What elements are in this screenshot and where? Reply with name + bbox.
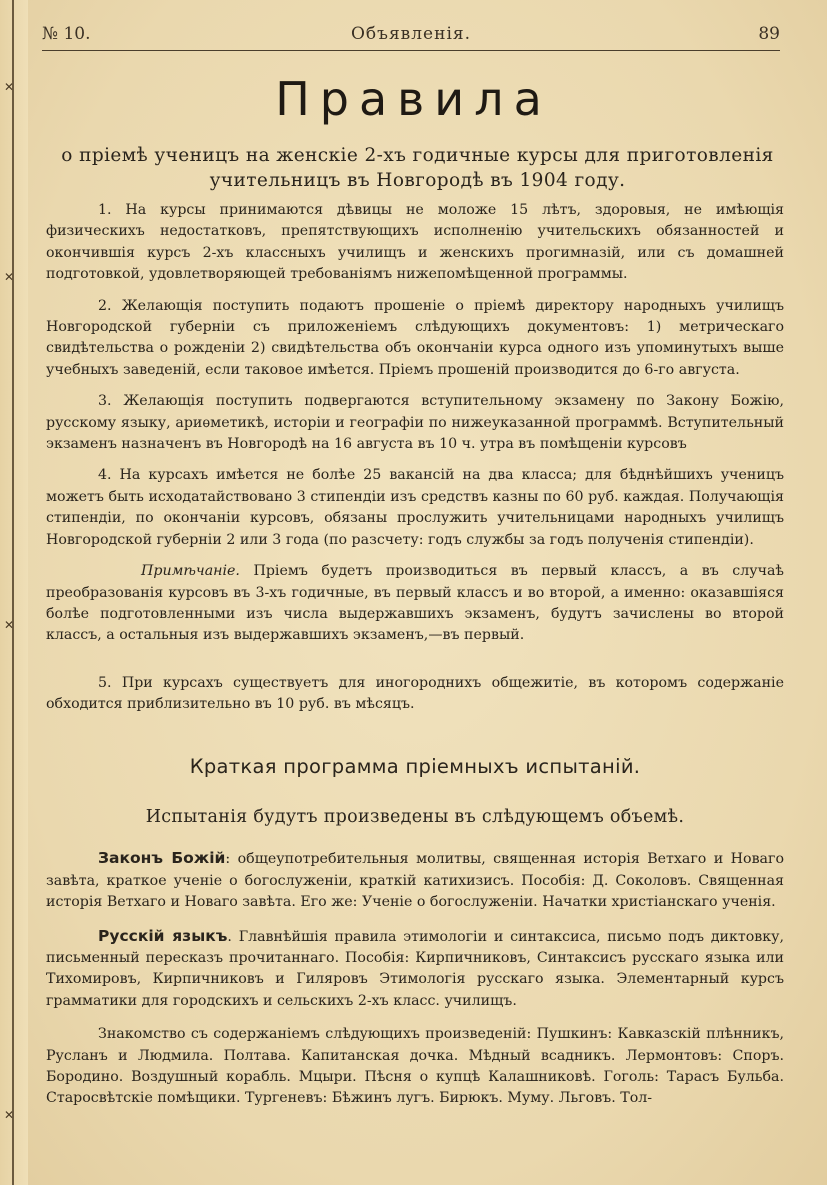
binding-thread	[12, 0, 14, 1185]
thread-knot-icon: ✕	[4, 1108, 15, 1122]
note-label: Примѣчаніе.	[141, 563, 240, 580]
literature-paragraph: Знакомство съ содержаніемъ слѣдующихъ произведеній: Пушкинъ: Кавказскій плѣнникъ, Русланъ и Людмила. Полтава. Капитанская дочка. Мѣдный всадникъ. Лермонтовъ: Споръ. Бородино. Воздушный корабль. Мцыри. Пѣсня о купцѣ Калашниковѣ. Гоголь: Тарасъ Бульба. Старосвѣтскіе помѣщики. Тургеневъ: Бѣжинъ лугъ. Бирюкъ. Муму. Льговъ. Тол-	[46, 1026, 784, 1107]
paragraph-4: 4. На курсахъ имѣется не болѣе 25 вакансій на два класса; для бѣднѣйшихъ ученицъ можетъ быть исходатайствовано 3 стипендіи изъ средствъ казны по 60 руб. каждая. Получающія стипендіи, по окончаніи курсовъ, обязаны прослужить учительницами народныхъ училищъ Новгородской губерніи 2 или 3 года (по разсчету: годъ службы за годъ полученія стипендіи).	[46, 467, 784, 548]
subject-paragraph-religion	[46, 848, 784, 913]
program-subheading: Испытанія будутъ произведены въ слѣдующемъ объемѣ.	[145, 806, 685, 827]
paragraph-3: 3. Желающія поступить подвергаются вступительному экзамену по Закону Божію, русскому языку, ариѳметикѣ, исторіи и географіи по нижеуказанной программѣ. Вступительный экзаменъ назначенъ въ Новгородѣ на 16 августа въ 10 ч. утра въ помѣщеніи курсовъ	[46, 393, 784, 453]
document-subtitle: о пріемѣ ученицъ на женскіе 2-хъ годичные курсы для приготовленія учительницъ въ Новгородѣ въ 1904 году.	[61, 145, 774, 191]
note-text: Пріемъ будетъ производиться въ первый классъ, а въ случаѣ преобразованія курсовъ въ 3-хъ годичные, въ первый классъ и во второй, а именно: оказавшіяся болѣе подготовленными изъ числа выдержавшихъ экзаменъ, будутъ зачислены во второй классъ, а остальныя изъ выдержавшихъ экзаменъ,—въ первый.	[46, 563, 784, 644]
subject-text: : общеупотребительныя молитвы, священная исторія Ветхаго и Новаго завѣта, краткое ученіе о богослуженіи, краткій катихизисъ. Пособія: Д. Соколовъ. Священная исторія Ветхаго и Новаго завѣта. Его же: Ученіе о богослуженіи. Начатки христіанскаго ученія.	[46, 851, 784, 911]
page-number: 89	[758, 24, 780, 44]
section-title: Объявленія.	[350, 24, 472, 44]
subject-paragraph-russian	[46, 926, 784, 1013]
thread-knot-icon: ✕	[4, 270, 15, 284]
paragraph-2: 2. Желающія поступить подаютъ прошеніе о пріемѣ директору народныхъ училищъ Новгородской губерніи съ приложеніемъ слѣдующихъ документовъ: 1) метрическаго свидѣтельства о рожденіи 2) свидѣтельства объ окончаніи курса одного изъ упоминутыхъ выше учебныхъ заведеній, если таковое имѣется. Пріемъ прошеній производится до 6-го августа.	[46, 297, 784, 378]
paragraph-5: 5. При курсахъ существуетъ для иногороднихъ общежитіе, въ которомъ содержаніе обходится приблизительно въ 10 руб. въ мѣсяцъ.	[46, 674, 784, 713]
document-title: Правила	[275, 72, 552, 126]
subject-heading: Русскій языкъ	[98, 926, 228, 945]
note-paragraph	[46, 561, 784, 647]
binding-margin	[0, 0, 28, 1185]
running-header	[42, 22, 780, 51]
thread-knot-icon: ✕	[4, 80, 15, 94]
subject-heading: Законъ Божій	[98, 849, 226, 868]
issue-number: № 10.	[42, 24, 91, 44]
paragraph-1: 1. На курсы принимаются дѣвицы не моложе 15 лѣтъ, здоровыя, не имѣющія физическихъ недостатковъ, препятствующихъ исполненію учительскихъ обязанностей и окончившія курсъ 2-хъ классныхъ училищъ и женскихъ прогимназій, или съ домашней подготовкой, удовлетворяющей требованіямъ нижепомѣщенной программы.	[46, 202, 784, 283]
subject-text: . Главнѣйшія правила этимологіи и синтаксиса, письмо подъ диктовку, письменный пересказъ прочитаннаго. Пособія: Кирпичниковъ, Синтаксисъ русскаго языка или Тихомировъ, Кирпичниковъ и Гиляровъ Этимологія русскаго языка. Элементарный курсъ грамматики для городскихъ и сельскихъ 2-хъ класс. училищъ.	[46, 928, 784, 1009]
program-heading: Краткая программа пріемныхъ испытаній.	[189, 754, 641, 778]
document-body	[46, 200, 784, 1120]
thread-knot-icon: ✕	[4, 618, 15, 632]
